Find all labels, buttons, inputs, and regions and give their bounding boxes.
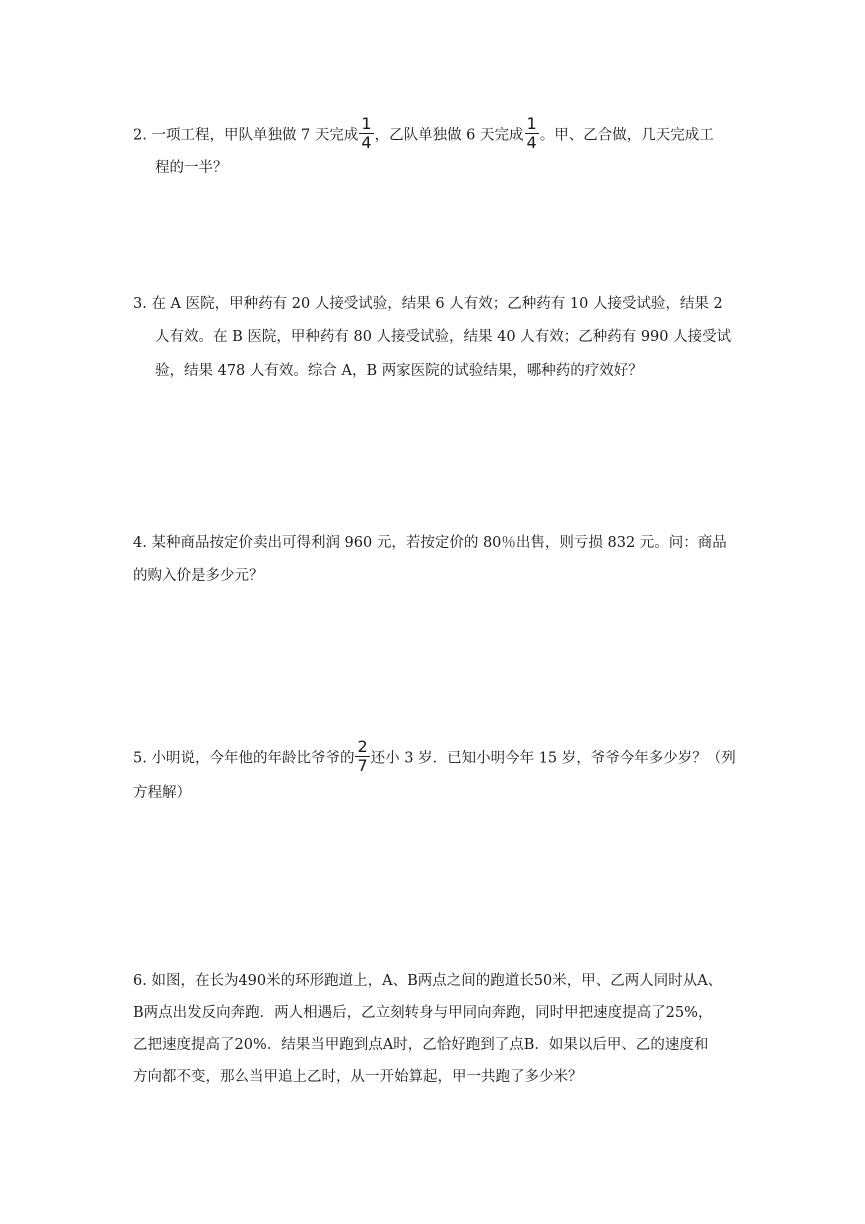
problem-5-line-2: 方程解） — [133, 785, 191, 801]
problem-6-line-1: 6. 如图，在长为490米的环形跑道上，A、B两点之间的跑道长50米，甲、乙两人同时从A、 — [133, 973, 723, 989]
problem-4-line-1: 4. 某种商品按定价卖出可得利润 960 元，若按定价的 80％出售，则亏损 832 元。问：商品 — [133, 535, 727, 551]
problem-3-line-1: 3. 在 A 医院，甲种药有 20 人接受试验，结果 6 人有效；乙种药有 10 人接受试验，结果 2 — [133, 296, 723, 312]
fraction-two-sevenths: $\frac{2}{7}$ — [357, 737, 368, 775]
problem-5-line-1: 5. 小明说，今年他的年龄比爷爷的 $\frac{2}{7}$ 还小 3 岁．已知小明今年 15 岁，爷爷今年多少岁？（列 — [133, 737, 736, 775]
problem-3-line-2: 人有效。在 B 医院，甲种药有 80 人接受试验，结果 40 人有效；乙种药有 990 人接受试 — [155, 329, 732, 345]
problem-6-line-4: 方向都不变，那么当甲追上乙时，从一开始算起，甲一共跑了多少米？ — [133, 1069, 583, 1085]
problem-6-line-3: 乙把速度提高了20%．结果当甲跑到点A时，乙恰好跑到了点B．如果以后甲、乙的速度和 — [133, 1037, 709, 1053]
problem-2-line-2: 程的一半？ — [155, 160, 228, 176]
problem-2-text-a: 2. 一项工程，甲队单独做 7 天完成 — [133, 127, 359, 144]
problem-3-line-3: 验，结果 478 人有效。综合 A，B 两家医院的试验结果，哪种药的疗效好？ — [155, 363, 643, 379]
problem-2-line-1 — [133, 114, 714, 153]
problem-4-line-2: 的购入价是多少元？ — [133, 568, 264, 584]
problem-2-text-b: ，乙队单独做 6 天完成 — [374, 127, 524, 144]
fraction-one-quarter: $\frac{1}{4}$ — [361, 114, 372, 152]
fraction-one-quarter-2: $\frac{1}{4}$ — [526, 114, 537, 152]
problem-2-text-c: 。甲、乙合做，几天完成工 — [539, 127, 714, 144]
problem-6-line-2: B两点出发反向奔跑．两人相遇后，乙立刻转身与甲同向奔跑，同时甲把速度提高了25%， — [133, 1005, 713, 1021]
